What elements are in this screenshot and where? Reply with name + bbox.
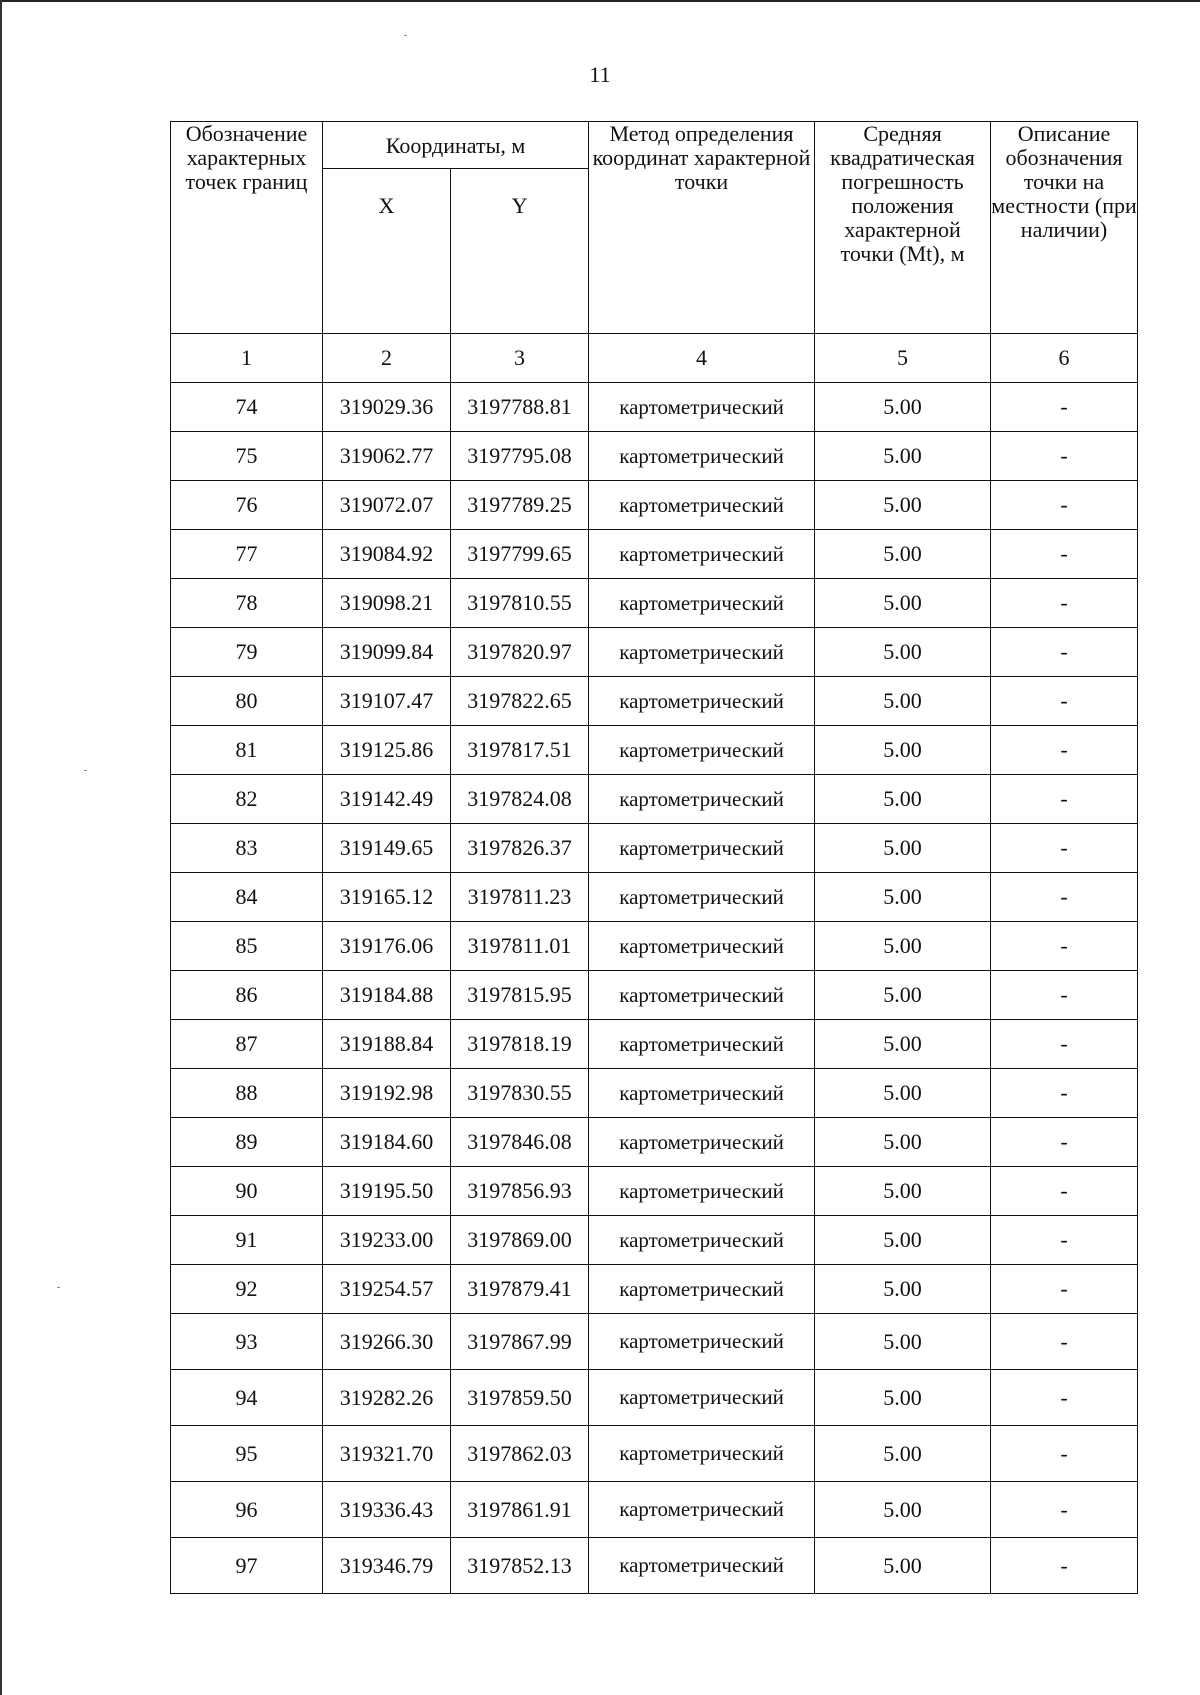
table-row [171, 1020, 1138, 1069]
cell-description: - [991, 1426, 1138, 1482]
cell-point: 87 [171, 1020, 323, 1069]
table-row [171, 1069, 1138, 1118]
table-body [171, 383, 1138, 1594]
cell-method: картометрический [589, 1426, 815, 1482]
table-row [171, 628, 1138, 677]
cell-y: 3197830.55 [451, 1069, 589, 1118]
cell-x: 319346.79 [323, 1538, 451, 1594]
cell-method: картометрический [589, 971, 815, 1020]
cell-error: 5.00 [815, 775, 991, 824]
cell-error: 5.00 [815, 1167, 991, 1216]
cell-point: 85 [171, 922, 323, 971]
cell-x: 319321.70 [323, 1426, 451, 1482]
cell-x: 319084.92 [323, 530, 451, 579]
table-row [171, 530, 1138, 579]
cell-error: 5.00 [815, 971, 991, 1020]
cell-description: - [991, 579, 1138, 628]
cell-y: 3197869.00 [451, 1216, 589, 1265]
page-number: 11 [589, 62, 611, 87]
cell-point: 91 [171, 1216, 323, 1265]
table-row [171, 1265, 1138, 1314]
cell-x: 319125.86 [323, 726, 451, 775]
table-row [171, 775, 1138, 824]
scan-speck [84, 770, 87, 771]
cell-description: - [991, 971, 1138, 1020]
table-row [171, 1314, 1138, 1370]
table-row [171, 677, 1138, 726]
cell-method: картометрический [589, 873, 815, 922]
cell-method: картометрический [589, 628, 815, 677]
scan-border-top [0, 0, 1200, 2]
header-method: Метод определения координат характерной точки [589, 122, 815, 334]
cell-description: - [991, 481, 1138, 530]
table-row [171, 1216, 1138, 1265]
cell-x: 319192.98 [323, 1069, 451, 1118]
cell-point: 82 [171, 775, 323, 824]
table-row [171, 481, 1138, 530]
cell-method: картометрический [589, 1314, 815, 1370]
cell-point: 80 [171, 677, 323, 726]
cell-y: 3197861.91 [451, 1482, 589, 1538]
cell-point: 88 [171, 1069, 323, 1118]
cell-x: 319266.30 [323, 1314, 451, 1370]
table-row [171, 579, 1138, 628]
cell-y: 3197788.81 [451, 383, 589, 432]
cell-method: картометрический [589, 922, 815, 971]
cell-description: - [991, 1020, 1138, 1069]
cell-error: 5.00 [815, 1216, 991, 1265]
table-row [171, 1482, 1138, 1538]
cell-point: 77 [171, 530, 323, 579]
cell-point: 93 [171, 1314, 323, 1370]
table-row [171, 1370, 1138, 1426]
coordinates-table [170, 121, 1138, 1594]
cell-y: 3197824.08 [451, 775, 589, 824]
cell-point: 96 [171, 1482, 323, 1538]
table-row [171, 922, 1138, 971]
cell-point: 92 [171, 1265, 323, 1314]
cell-description: - [991, 1314, 1138, 1370]
cell-x: 319149.65 [323, 824, 451, 873]
cell-error: 5.00 [815, 1118, 991, 1167]
cell-method: картометрический [589, 1370, 815, 1426]
cell-x: 319165.12 [323, 873, 451, 922]
scan-speck [57, 1287, 60, 1288]
cell-y: 3197815.95 [451, 971, 589, 1020]
column-number: 6 [991, 334, 1138, 383]
cell-x: 319184.60 [323, 1118, 451, 1167]
table-row [171, 1426, 1138, 1482]
cell-error: 5.00 [815, 873, 991, 922]
cell-method: картометрический [589, 824, 815, 873]
cell-description: - [991, 922, 1138, 971]
cell-method: картометрический [589, 383, 815, 432]
cell-description: - [991, 1216, 1138, 1265]
cell-y: 3197852.13 [451, 1538, 589, 1594]
cell-error: 5.00 [815, 1020, 991, 1069]
cell-method: картометрический [589, 1069, 815, 1118]
cell-error: 5.00 [815, 726, 991, 775]
table-row [171, 432, 1138, 481]
cell-error: 5.00 [815, 1370, 991, 1426]
cell-y: 3197867.99 [451, 1314, 589, 1370]
cell-y: 3197811.01 [451, 922, 589, 971]
cell-y: 3197810.55 [451, 579, 589, 628]
header-coordinates: Координаты, м [323, 122, 589, 169]
cell-description: - [991, 824, 1138, 873]
cell-y: 3197818.19 [451, 1020, 589, 1069]
cell-error: 5.00 [815, 530, 991, 579]
cell-description: - [991, 775, 1138, 824]
cell-description: - [991, 432, 1138, 481]
cell-method: картометрический [589, 726, 815, 775]
table-row [171, 1538, 1138, 1594]
cell-point: 94 [171, 1370, 323, 1426]
cell-description: - [991, 1167, 1138, 1216]
cell-point: 83 [171, 824, 323, 873]
cell-method: картометрический [589, 1167, 815, 1216]
cell-description: - [991, 1538, 1138, 1594]
cell-description: - [991, 1118, 1138, 1167]
cell-method: картометрический [589, 1538, 815, 1594]
column-number: 3 [451, 334, 589, 383]
cell-x: 319282.26 [323, 1370, 451, 1426]
cell-x: 319142.49 [323, 775, 451, 824]
cell-point: 75 [171, 432, 323, 481]
cell-error: 5.00 [815, 1069, 991, 1118]
cell-error: 5.00 [815, 824, 991, 873]
cell-x: 319062.77 [323, 432, 451, 481]
cell-error: 5.00 [815, 1265, 991, 1314]
cell-point: 76 [171, 481, 323, 530]
cell-error: 5.00 [815, 677, 991, 726]
cell-y: 3197817.51 [451, 726, 589, 775]
table-row [171, 1118, 1138, 1167]
table-row [171, 383, 1138, 432]
table-row [171, 824, 1138, 873]
table-row [171, 873, 1138, 922]
cell-x: 319099.84 [323, 628, 451, 677]
cell-x: 319184.88 [323, 971, 451, 1020]
cell-method: картометрический [589, 579, 815, 628]
cell-method: картометрический [589, 1265, 815, 1314]
cell-y: 3197879.41 [451, 1265, 589, 1314]
cell-point: 97 [171, 1538, 323, 1594]
scan-border-left [0, 0, 2, 1695]
scan-speck [404, 35, 407, 36]
cell-description: - [991, 1265, 1138, 1314]
cell-y: 3197820.97 [451, 628, 589, 677]
cell-y: 3197822.65 [451, 677, 589, 726]
cell-error: 5.00 [815, 922, 991, 971]
cell-x: 319176.06 [323, 922, 451, 971]
cell-error: 5.00 [815, 1314, 991, 1370]
cell-x: 319029.36 [323, 383, 451, 432]
cell-description: - [991, 1069, 1138, 1118]
table-row [171, 971, 1138, 1020]
cell-description: - [991, 383, 1138, 432]
cell-point: 79 [171, 628, 323, 677]
cell-description: - [991, 628, 1138, 677]
cell-x: 319107.47 [323, 677, 451, 726]
cell-x: 319233.00 [323, 1216, 451, 1265]
cell-x: 319072.07 [323, 481, 451, 530]
cell-error: 5.00 [815, 383, 991, 432]
cell-error: 5.00 [815, 432, 991, 481]
column-number: 5 [815, 334, 991, 383]
column-number: 4 [589, 334, 815, 383]
cell-point: 90 [171, 1167, 323, 1216]
header-description: Описание обозначения точки на местности (при наличии) [991, 122, 1138, 334]
header-row [171, 122, 1138, 169]
cell-x: 319195.50 [323, 1167, 451, 1216]
cell-method: картометрический [589, 481, 815, 530]
cell-error: 5.00 [815, 1426, 991, 1482]
cell-y: 3197862.03 [451, 1426, 589, 1482]
cell-method: картометрический [589, 775, 815, 824]
cell-method: картометрический [589, 677, 815, 726]
column-number: 1 [171, 334, 323, 383]
cell-y: 3197856.93 [451, 1167, 589, 1216]
cell-point: 84 [171, 873, 323, 922]
table-row [171, 726, 1138, 775]
cell-x: 319336.43 [323, 1482, 451, 1538]
cell-method: картометрический [589, 432, 815, 481]
cell-error: 5.00 [815, 579, 991, 628]
cell-method: картометрический [589, 530, 815, 579]
cell-y: 3197795.08 [451, 432, 589, 481]
cell-method: картометрический [589, 1118, 815, 1167]
cell-description: - [991, 530, 1138, 579]
cell-x: 319098.21 [323, 579, 451, 628]
cell-point: 86 [171, 971, 323, 1020]
cell-error: 5.00 [815, 1482, 991, 1538]
cell-y: 3197859.50 [451, 1370, 589, 1426]
cell-x: 319188.84 [323, 1020, 451, 1069]
cell-error: 5.00 [815, 1538, 991, 1594]
cell-point: 74 [171, 383, 323, 432]
cell-description: - [991, 873, 1138, 922]
cell-description: - [991, 726, 1138, 775]
cell-method: картометрический [589, 1216, 815, 1265]
header-x: X [323, 169, 451, 334]
column-number: 2 [323, 334, 451, 383]
cell-point: 95 [171, 1426, 323, 1482]
table-row [171, 1167, 1138, 1216]
cell-point: 89 [171, 1118, 323, 1167]
cell-point: 81 [171, 726, 323, 775]
header-error: Средняя квадратическая погрешность положения характерной точки (Mt), м [815, 122, 991, 334]
cell-description: - [991, 1370, 1138, 1426]
cell-x: 319254.57 [323, 1265, 451, 1314]
cell-method: картометрический [589, 1482, 815, 1538]
cell-description: - [991, 1482, 1138, 1538]
cell-error: 5.00 [815, 481, 991, 530]
column-number-row [171, 334, 1138, 383]
cell-method: картометрический [589, 1020, 815, 1069]
header-point: Обозначение характерных точек границ [171, 122, 323, 334]
cell-y: 3197846.08 [451, 1118, 589, 1167]
cell-error: 5.00 [815, 628, 991, 677]
cell-description: - [991, 677, 1138, 726]
cell-y: 3197826.37 [451, 824, 589, 873]
cell-y: 3197789.25 [451, 481, 589, 530]
cell-y: 3197811.23 [451, 873, 589, 922]
cell-point: 78 [171, 579, 323, 628]
cell-y: 3197799.65 [451, 530, 589, 579]
header-y: Y [451, 169, 589, 334]
